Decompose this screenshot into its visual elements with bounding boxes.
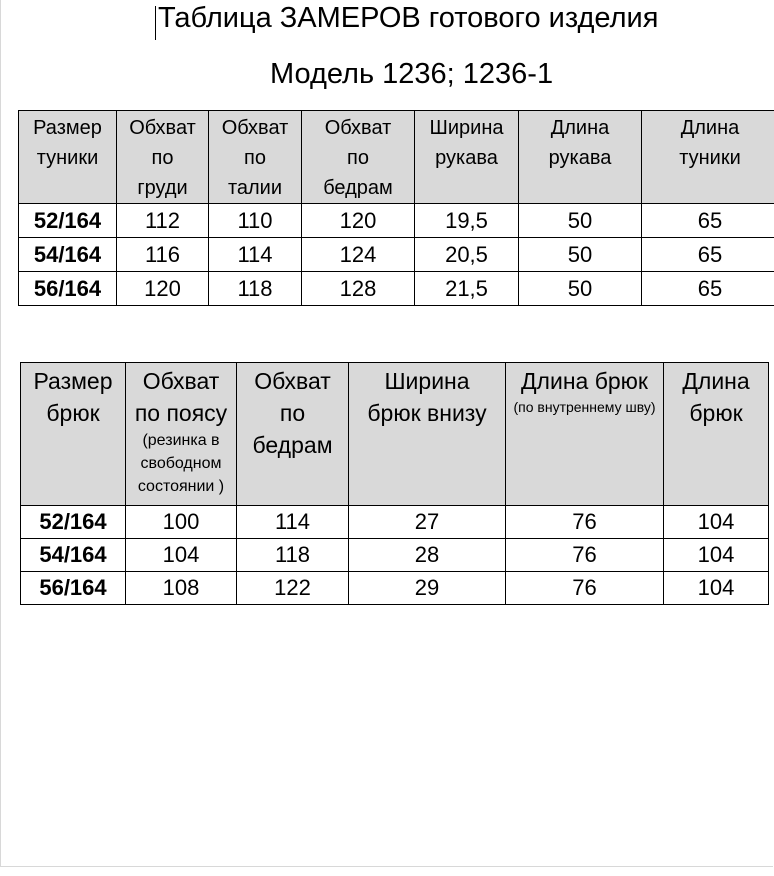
table-row bbox=[21, 539, 769, 572]
table-cell: 104 bbox=[664, 572, 769, 605]
size-cell: 56/164 bbox=[21, 572, 126, 605]
table-cell: 118 bbox=[237, 539, 349, 572]
tunic-header-row bbox=[19, 111, 774, 204]
pants-header-length: Длина брюк bbox=[664, 363, 769, 506]
table-cell: 100 bbox=[126, 506, 237, 539]
pants-header-row bbox=[21, 363, 769, 506]
table-cell: 104 bbox=[664, 506, 769, 539]
table-cell: 112 bbox=[117, 204, 209, 238]
pants-measurements-table bbox=[20, 362, 769, 605]
size-cell: 54/164 bbox=[19, 238, 117, 272]
table-cell: 65 bbox=[642, 238, 774, 272]
tunic-header-tunic-length: Длина туники bbox=[642, 111, 774, 204]
table-cell: 19,5 bbox=[415, 204, 519, 238]
table-row bbox=[21, 506, 769, 539]
pants-header-inseam: Длина брюк (по внутреннему шву) bbox=[506, 363, 664, 506]
table-row bbox=[21, 572, 769, 605]
document-title: Таблица ЗАМЕРОВ готового изделия bbox=[158, 2, 659, 34]
text-cursor bbox=[155, 6, 156, 40]
table-cell: 65 bbox=[642, 272, 774, 306]
table-cell: 76 bbox=[506, 572, 664, 605]
tunic-header-sleeve-width: Ширина рукава bbox=[415, 111, 519, 204]
size-cell: 56/164 bbox=[19, 272, 117, 306]
table-row bbox=[19, 272, 774, 306]
pants-header-size: Размер брюк bbox=[21, 363, 126, 506]
table-cell: 50 bbox=[519, 272, 642, 306]
table-cell: 120 bbox=[302, 204, 415, 238]
table-cell: 28 bbox=[349, 539, 506, 572]
table-cell: 118 bbox=[209, 272, 302, 306]
table-cell: 27 bbox=[349, 506, 506, 539]
pants-header-hips: Обхват по бедрам bbox=[237, 363, 349, 506]
tunic-header-hips: Обхват по бедрам bbox=[302, 111, 415, 204]
table-cell: 20,5 bbox=[415, 238, 519, 272]
table-cell: 29 bbox=[349, 572, 506, 605]
tunic-header-sleeve-length: Длина рукава bbox=[519, 111, 642, 204]
table-cell: 65 bbox=[642, 204, 774, 238]
table-cell: 122 bbox=[237, 572, 349, 605]
table-cell: 120 bbox=[117, 272, 209, 306]
table-cell: 116 bbox=[117, 238, 209, 272]
table-cell: 114 bbox=[209, 238, 302, 272]
tunic-header-size: Размер туники bbox=[19, 111, 117, 204]
size-cell: 52/164 bbox=[19, 204, 117, 238]
size-cell: 54/164 bbox=[21, 539, 126, 572]
waist-note: (резинка в свободном состоянии ) bbox=[137, 432, 225, 495]
table-cell: 50 bbox=[519, 204, 642, 238]
table-cell: 108 bbox=[126, 572, 237, 605]
table-cell: 21,5 bbox=[415, 272, 519, 306]
table-cell: 124 bbox=[302, 238, 415, 272]
table-row bbox=[19, 204, 774, 238]
table-cell: 76 bbox=[506, 539, 664, 572]
table-cell: 114 bbox=[237, 506, 349, 539]
pants-header-bottom-width: Ширина брюк внизу bbox=[349, 363, 506, 506]
table-cell: 50 bbox=[519, 238, 642, 272]
table-cell: 76 bbox=[506, 506, 664, 539]
table-row bbox=[19, 238, 774, 272]
table-cell: 104 bbox=[126, 539, 237, 572]
tunic-measurements-table bbox=[18, 110, 774, 306]
pants-header-waist: Обхват по поясу (резинка в свободном состоянии ) bbox=[126, 363, 237, 506]
table-cell: 110 bbox=[209, 204, 302, 238]
table-cell: 104 bbox=[664, 539, 769, 572]
model-subtitle: Модель 1236; 1236-1 bbox=[270, 58, 554, 90]
inseam-note: (по внутреннему шву) bbox=[513, 399, 656, 415]
size-cell: 52/164 bbox=[21, 506, 126, 539]
table-cell: 128 bbox=[302, 272, 415, 306]
tunic-header-waist: Обхват по талии bbox=[209, 111, 302, 204]
tunic-header-chest: Обхват по груди bbox=[117, 111, 209, 204]
